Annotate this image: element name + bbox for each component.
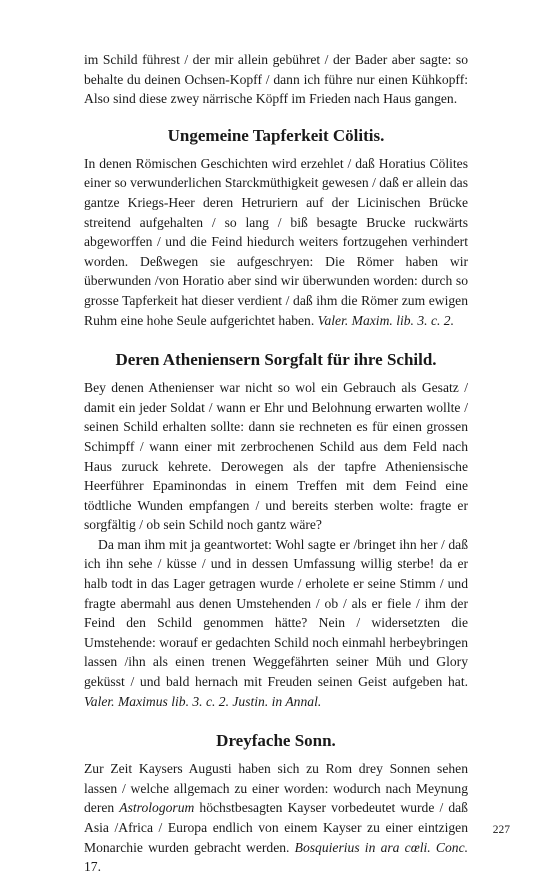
section-paragraph-tapferkeit: [84, 154, 468, 330]
page-number: 227: [492, 824, 510, 836]
paragraph-text: In denen Römischen Geschichten wird erzehlet / daß Horatius Cölites einer so verwunderlichen Starckmüthigkeit gewesen / daß er allein das gantze Kriegs-Heer deren Hetruriern auf der Licinischen Brücke streitend aufgehalten / so lang / biß besagte Brucke ruckwärts abgeworffen / und die Feind hiedurch weiters fortzugehen verhindert worden. Deßwegen sie aufgeschryen: Die Römer haben wir überwunden /von Horatio aber sind wir überwunden worden: durch so grosse Tapferkeit hat dieser verdient / daß ihm die Römer zum ewigen Ruhm eine hohe Seule aufgerichtet haben.: [84, 155, 468, 328]
section-heading-athenienser: Deren Atheniensern Sorgfalt für ihre Schild.: [115, 350, 437, 370]
citation-tail: 17.: [84, 859, 101, 875]
citation: Valer. Maximus lib. 3. c. 2. Justin. in Annal.: [84, 693, 322, 709]
paragraph-text: höchstbesagten Kayser vorbedeutet wurde / daß Asia /Africa / Europa endlich von einem Kayser zu einer eintzigen Monarchie wurden gebracht werden.: [84, 800, 468, 855]
intro-paragraph: im Schild führest / der mir allein gebühret / der Bader aber sagte: so behalte du deinen Ochsen-Kopff / dann ich führe nur einen Kühkopff: Also sind diese zwey närrische Köpff im Frieden nach Haus gangen.: [84, 52, 468, 107]
section-paragraph-athenienser-2: [84, 535, 468, 711]
page-body: [84, 50, 468, 877]
paragraph-text: Da man ihm mit ja geantwortet: Wohl sagte er /bringet ihn her / daß ich ihn sehe / küsse / und in dessen Umfassung willig sterbe! da er halb todt in das Lager getragen wurde / erholete er seine Stimm / und fragte abermahl aus denen Umstehenden / ob / als er fiele / ihm der Feind den Schild genommen hätte? Nein / widersetzten die Umstehende: worauf er gedachten Schild noch einmahl herbeybringen lassen /ihn als einen trenen Weggefährten seiner Müh und Glory geküsst / und bald hernach mit Freuden seinen Geist aufgeben hat.: [84, 536, 468, 690]
citation: Bosquierius in ara cœli. Conc.: [294, 839, 468, 855]
section-heading-tapferkeit: Ungemeine Tapferkeit Cölitis.: [167, 125, 385, 145]
citation: Valer. Maxim. lib. 3. c. 2.: [317, 312, 454, 328]
section-paragraph-athenienser: Bey denen Athenienser war nicht so wol ein Gebrauch als Gesatz / damit ein jeder Soldat / wann er Ehr und Belohnung erwarten wollte / seinen Schild erhalten sollte: dann sie rechneten es für einen grossen Schimpff / wann einer mit zerbrochenen Schild aus dem Feld nach Haus zuruck kehrete. Derowegen als der tapfre Atheniensische Heerführer Epaminondas in einem Treffen mit dem Feind eine tödtliche Wunden empfangen / und bereits sterben wolte: fragte er sorgfältig / ob sein Schild noch gantz wäre?: [84, 380, 468, 533]
italic-term: Astrologorum: [119, 800, 195, 816]
section-heading-sonn: Dreyfache Sonn.: [216, 731, 336, 751]
paragraph-text: Zur Zeit Kaysers Augusti haben sich zu Rom drey Sonnen sehen lassen / welche allgemach zu einer worden: wodurch nach Meynung deren: [84, 761, 468, 816]
section-paragraph-sonn: [84, 759, 468, 877]
